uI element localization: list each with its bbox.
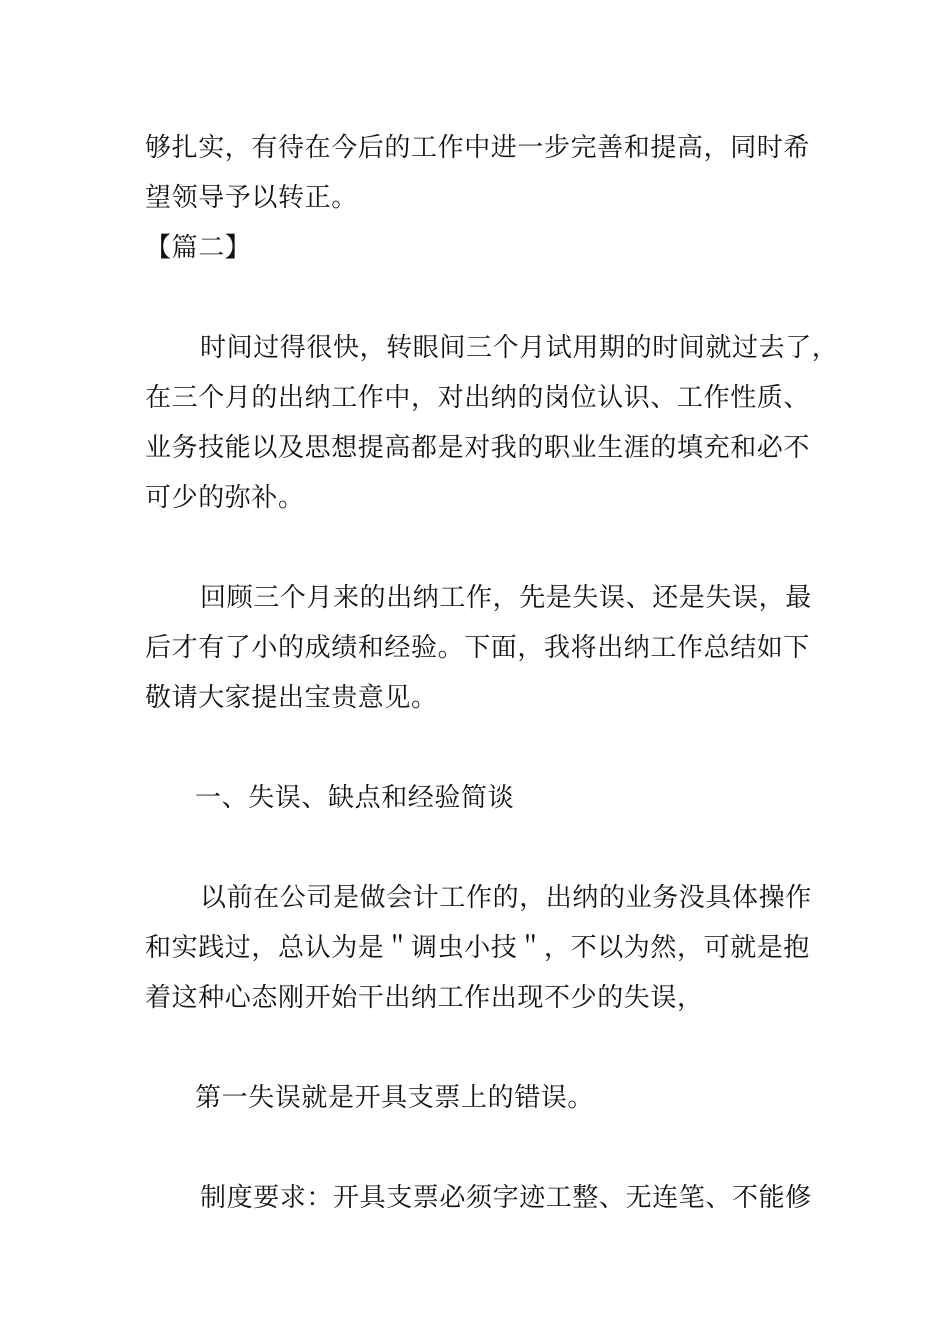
- text-line: 敬请大家提出宝贵意见。: [145, 683, 438, 713]
- text-line: 和实践过，总认为是＂调虫小技＂，不以为然，可就是抱: [145, 933, 811, 963]
- text-line: 第一失误就是开具支票上的错误。: [195, 1083, 595, 1113]
- text-line: 后才有了小的成绩和经验。下面，我将出纳工作总结如下: [145, 633, 811, 663]
- section-heading: 【篇二】: [145, 233, 252, 263]
- text-line: 望领导予以转正。: [145, 183, 358, 213]
- text-line: 着这种心态刚开始干出纳工作出现不少的失误，: [145, 983, 704, 1013]
- text-line: 在三个月的出纳工作中，对出纳的岗位认识、工作性质、: [145, 383, 811, 413]
- text-line: 时间过得很快，转眼间三个月试用期的时间就过去了，: [200, 333, 839, 363]
- text-line: 以前在公司是做会计工作的，出纳的业务没具体操作: [200, 883, 812, 913]
- text-line: 回顾三个月来的出纳工作，先是失误、还是失误，最: [200, 583, 812, 613]
- subsection-heading: 一、失误、缺点和经验简谈: [195, 783, 515, 813]
- text-line: 可少的弥补。: [145, 483, 305, 513]
- text-line: 业务技能以及思想提高都是对我的职业生涯的填充和必不: [145, 433, 811, 463]
- text-line: 制度要求：开具支票必须字迹工整、无连笔、不能修: [200, 1183, 812, 1213]
- text-line: 够扎实，有待在今后的工作中进一步完善和提高，同时希: [145, 133, 811, 163]
